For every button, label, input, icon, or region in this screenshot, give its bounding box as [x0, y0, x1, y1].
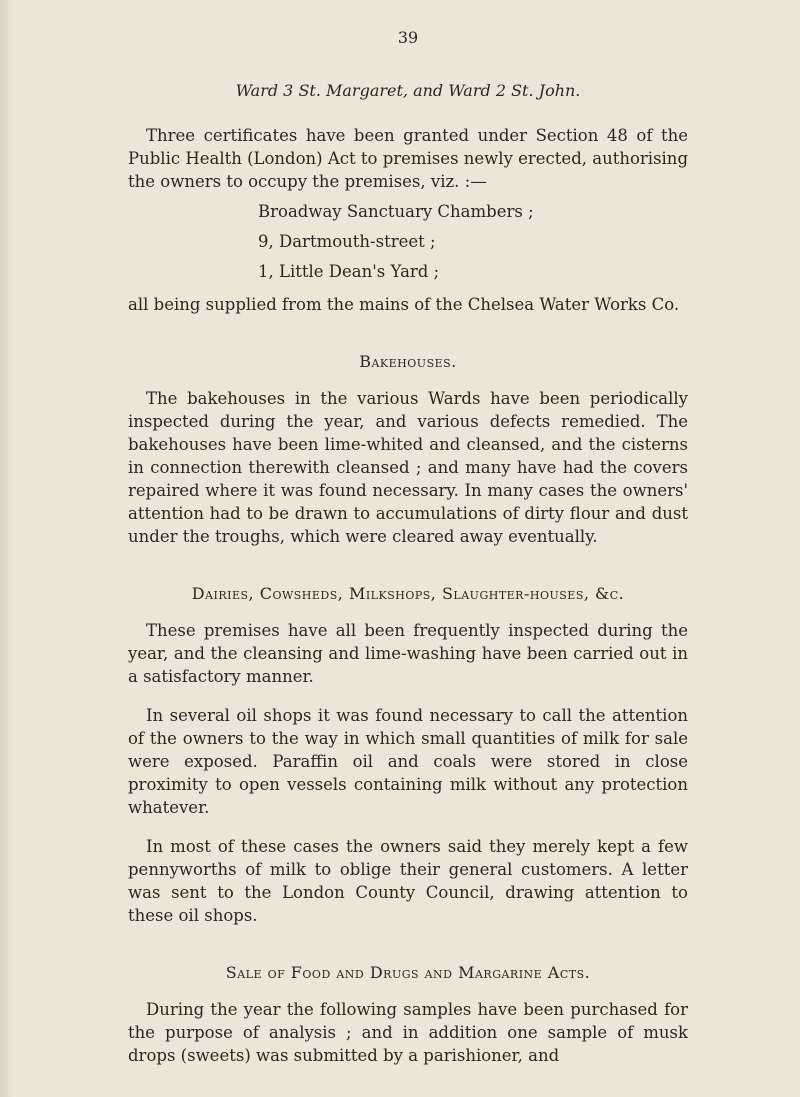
dairies-heading: Dairies, Cowsheds, Milkshops, Slaughter-houses, &c.: [191, 584, 625, 603]
dairies-para-3: In most of these cases the owners said they merely kept a few pennyworths of milk to oblige their general customers. A letter was sent to the London County Council, drawing attention to these oil shops.: [128, 837, 688, 925]
page-number: 39: [397, 28, 419, 47]
premises-list: [128, 197, 688, 287]
premises-item: 1, Little Dean's Yard ;: [258, 262, 440, 281]
food-drugs-body: During the year the following samples have been purchased for the purpose of analysis ; and in addition one sample of musk drops (sweets) was submitted by a parishioner, and: [128, 1000, 688, 1065]
food-drugs-heading: Sale of Food and Drugs and Margarine Acts.: [225, 963, 591, 982]
ward-heading: Ward 3 St. Margaret, and Ward 2 St. John.: [235, 81, 581, 100]
bakehouses-heading: Bakehouses.: [359, 352, 457, 371]
bakehouses-body: The bakehouses in the various Wards have been periodically inspected during the year, and various defects remedied. The bakehouses have been lime-whited and cleansed, and the cisterns in connection therewith cleansed ; and many have had the covers repaired where it was found necessary. In many cases the owners' attention had to be drawn to accumulations of dirty flour and dust under the troughs, which were cleared away eventually.: [128, 389, 688, 546]
certificates-intro: Three certificates have been granted under Section 48 of the Public Health (London) Act to premises newly erected, authorising the owners to occupy the premises, viz. :—: [128, 126, 689, 191]
dairies-para-1: These premises have all been frequently inspected during the year, and the cleansing and lime-washing have been carried out in a satisfactory manner.: [128, 621, 688, 686]
dairies-para-2: In several oil shops it was found necessary to call the attention of the owners to the way in which small quantities of milk for sale were exposed. Paraffin oil and coals were stored in close proximity to open vessels containing milk without any protection whatever.: [128, 706, 688, 817]
document-page: [128, 28, 688, 1067]
page-edge-shadow: [0, 0, 14, 1097]
certificates-closing: all being supplied from the mains of the Chelsea Water Works Co.: [128, 295, 680, 314]
premises-item: Broadway Sanctuary Chambers ;: [258, 202, 534, 221]
premises-item: 9, Dartmouth-street ;: [258, 232, 436, 251]
